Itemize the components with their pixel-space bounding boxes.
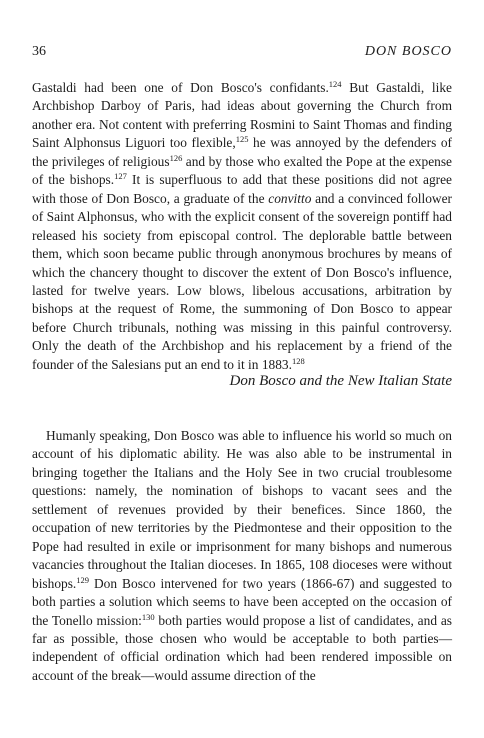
footnote-ref-125: 125 bbox=[235, 134, 249, 145]
paragraph-1 bbox=[32, 79, 452, 374]
footnote-ref-124: 124 bbox=[328, 79, 342, 89]
p2-text-2: Don Bosco intervened for two years (1866-67) and suggested to both parties a solution which seems to have been accepted on the occasion of the Tonello mission: bbox=[32, 575, 452, 628]
p1-italic-convitto: convitto bbox=[268, 190, 312, 206]
p1-text-4: and by those who exalted the Pope at the expense of the bishops. bbox=[32, 153, 452, 188]
section-heading: Don Bosco and the New Italian State bbox=[229, 373, 452, 389]
footnote-ref-130: 130 bbox=[141, 611, 155, 622]
footnote-ref-129: 129 bbox=[76, 574, 90, 585]
p1-text-3: he was annoyed by the defenders of the privileges of religious bbox=[32, 135, 452, 169]
running-title: DON BOSCO bbox=[364, 44, 452, 59]
page-header bbox=[32, 44, 452, 60]
footnote-ref-127: 127 bbox=[114, 171, 127, 182]
paragraph-2 bbox=[32, 427, 452, 685]
page-number: 36 bbox=[32, 44, 46, 59]
p2-text-3: both parties would propose a list of candidates, and as far as possible, those chosen who would be acceptable to both parties—independent of official ordination which had been rendered impossible on account of the break—would assume direction of the bbox=[32, 612, 452, 683]
footnote-ref-126: 126 bbox=[169, 152, 183, 163]
p1-text-2: But Gastaldi, like Archbishop Darboy of Paris, had ideas about governing the Church from another era. Not content with preferring Rosmini to Saint Thomas and finding Saint Alphonsus Liguori too flexible, bbox=[32, 80, 452, 151]
p1-text-1: Gastaldi had been one of Don Bosco's confidants. bbox=[32, 80, 329, 95]
p2-text-1: Humanly speaking, Don Bosco was able to influence his world so much on account of his diplomatic ability. He was also able to be instrumental in bringing together the Italians and the Holy See in two crucial troublesome questions: namely, the nomination of bishops to vacant sees and the settlement of revenues provided by their benefices. Since 1860, the occupation of new territories by the Piedmontese and their opposition to the Pope had resulted in exile or imprisonment for many bishops and numerous vacancies throughout the Italian dioceses. In 1865, 108 dioceses were without bishops. bbox=[32, 428, 452, 591]
footnote-ref-128: 128 bbox=[291, 355, 305, 366]
p1-text-6: and a convinced follower of Saint Alphonsus, who with the explicit consent of the sovereign pontiff had released his society from episcopal control. The deplorable battle between them, which soon became public through anonymous brochures by means of which the chancery thought to discover the extent of Don Bosco's influence, lasted for twelve years. Low blows, libelous accusations, arbitration by bishops at the request of Rome, the summoning of Don Bosco to appear before Church tribunals, nothing was missing in this painful controversy. Only the death of the Archbishop and his replacement by a friend of the founder of the Salesians put an end to it in 1883. bbox=[32, 190, 453, 372]
p1-text-5: It is superfluous to add that these positions did not agree with those of Don Bosco, a graduate of the bbox=[32, 172, 452, 206]
